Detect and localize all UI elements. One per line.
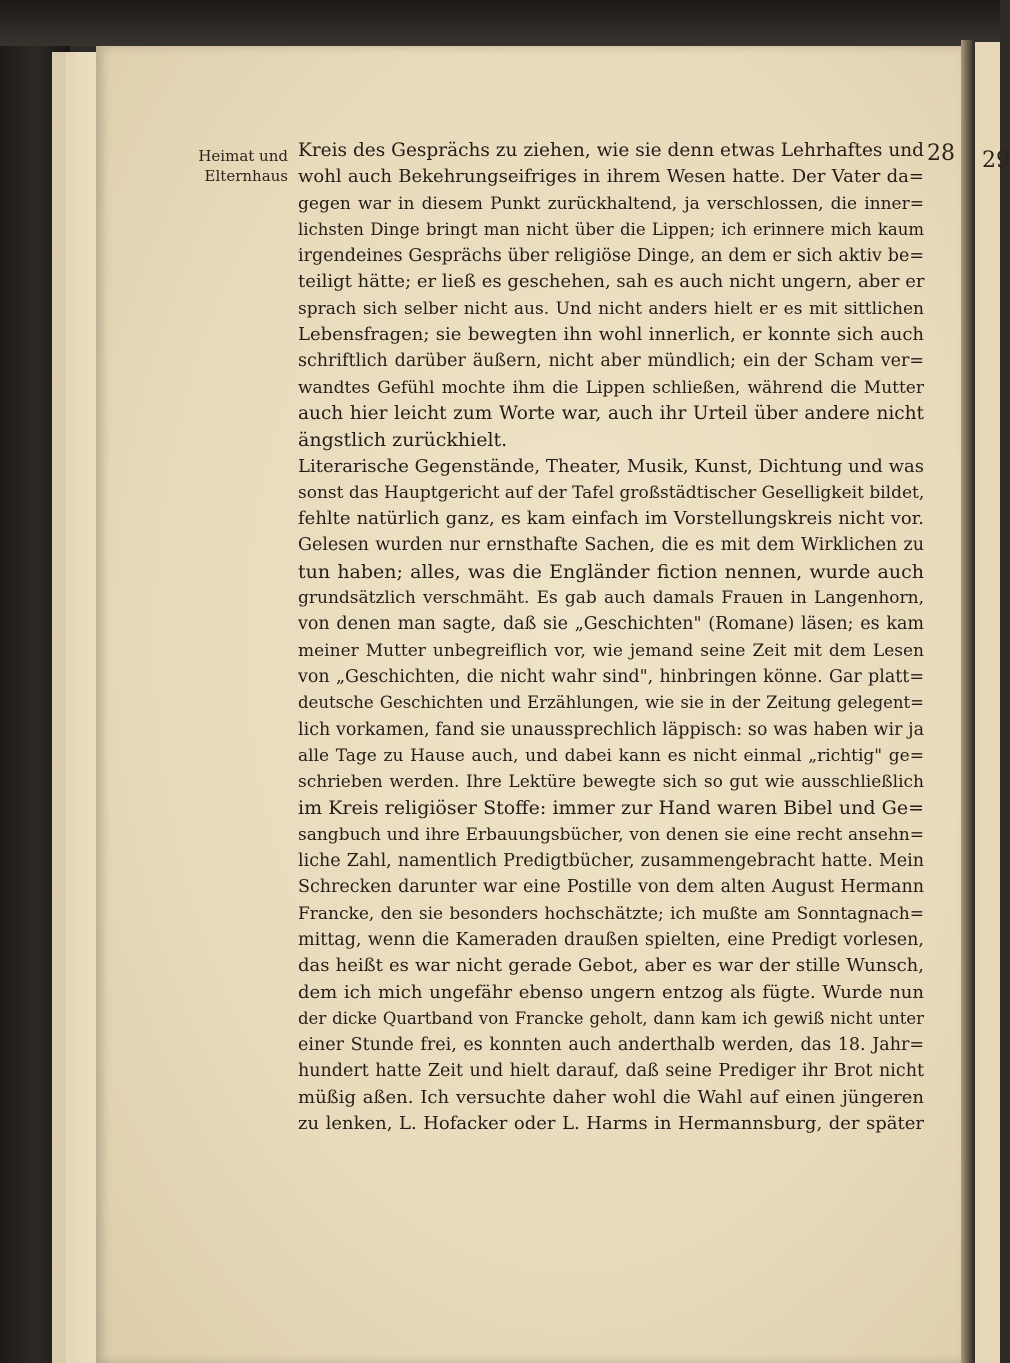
marginal-note-line: Elternhaus bbox=[204, 167, 288, 185]
text-line: zu lenken, L. Hofacker oder L. Harms in Hermannsburg, der später bbox=[298, 1112, 924, 1134]
body-text bbox=[298, 138, 924, 1137]
text-line: Literarische Gegenstände, Theater, Musik, Kunst, Dichtung und was bbox=[298, 455, 924, 477]
text-line: sonst das Hauptgericht auf der Tafel großstädtischer Geselligkeit bildet, bbox=[298, 482, 925, 503]
text-line: von denen man sagte, daß sie „Geschichten" (Romane) läsen; es kam bbox=[298, 614, 924, 635]
text-line: teiligt hätte; er ließ es geschehen, sah es auch nicht ungern, aber er bbox=[298, 271, 925, 293]
text-line: Francke, den sie besonders hochschätzte; ich mußte am Sonntagnach= bbox=[298, 903, 924, 924]
marginal-note bbox=[168, 146, 288, 186]
text-line: dem ich mich ungefähr ebenso ungern entzog als fügte. Wurde nun bbox=[298, 981, 924, 1003]
text-line: irgendeines Gesprächs über religiöse Dinge, an dem er sich aktiv be= bbox=[298, 246, 924, 267]
text-line: fehlte natürlich ganz, es kam einfach im Vorstellungskreis nicht vor. bbox=[298, 508, 924, 530]
text-line: ängstlich zurückhielt. bbox=[298, 429, 508, 452]
text-line: im Kreis religiöser Stoffe: immer zur Hand waren Bibel und Ge= bbox=[298, 797, 924, 820]
page-stack-edge bbox=[52, 52, 67, 1363]
text-line: der dicke Quartband von Francke geholt, dann kam ich gewiß nicht unter bbox=[298, 1008, 924, 1028]
text-line: alle Tage zu Hause auch, und dabei kann es nicht einmal „richtig" ge= bbox=[298, 745, 924, 766]
text-line: schrieben werden. Ihre Lektüre bewegte sich so gut wie ausschließlich bbox=[298, 772, 924, 793]
text-line: Kreis des Gesprächs zu ziehen, wie sie denn etwas Lehrhaftes und bbox=[298, 140, 924, 161]
text-line: einer Stunde frei, es konnten auch anderthalb werden, das 18. Jahr= bbox=[298, 1035, 924, 1056]
text-line: schriftlich darüber äußern, nicht aber mündlich; ein der Scham ver= bbox=[298, 351, 924, 372]
text-line: meiner Mutter unbegreiflich vor, wie jemand seine Zeit mit dem Lesen bbox=[298, 640, 924, 661]
text-line: mittag, wenn die Kameraden draußen spielten, eine Predigt vorlesen, bbox=[298, 929, 924, 950]
text-line: lich vorkamen, fand sie unaussprechlich läppisch: so was haben wir ja bbox=[298, 719, 924, 740]
text-line: gegen war in diesem Punkt zurückhaltend, ja verschlossen, die inner= bbox=[298, 193, 924, 214]
text-line: wohl auch Bekehrungseifriges in ihrem Wesen hatte. Der Vater da= bbox=[298, 166, 924, 188]
text-line: das heißt es war nicht gerade Gebot, aber es war der stille Wunsch, bbox=[298, 955, 924, 977]
text-line: von „Geschichten, die nicht wahr sind", hinbringen könne. Gar platt= bbox=[298, 666, 924, 687]
text-line: liche Zahl, namentlich Predigtbücher, zusammengebracht hatte. Mein bbox=[298, 851, 924, 872]
text-line: Lebensfragen; sie bewegten ihn wohl innerlich, er konnte sich auch bbox=[298, 324, 924, 346]
text-line: lichsten Dinge bringt man nicht über die Lippen; ich erinnere mich kaum bbox=[298, 219, 924, 239]
text-line: müßig aßen. Ich versuchte daher wohl die Wahl auf einen jüngeren bbox=[298, 1086, 924, 1108]
text-line: deutsche Geschichten und Erzählungen, wie sie in der Zeitung gelegent= bbox=[298, 693, 924, 713]
marginal-note-line: Heimat und bbox=[198, 147, 288, 165]
text-line: grundsätzlich verschmäht. Es gab auch damals Frauen in Langenhorn, bbox=[298, 588, 924, 609]
text-line: Gelesen wurden nur ernsthafte Sachen, die es mit dem Wirklichen zu bbox=[298, 535, 924, 556]
text-line: sprach sich selber nicht aus. Und nicht anders hielt er es mit sittlichen bbox=[298, 298, 924, 319]
book-gutter bbox=[961, 40, 975, 1363]
facing-page-number: 29 bbox=[982, 148, 1010, 173]
text-line: Schrecken darunter war eine Postille von dem alten August Hermann bbox=[298, 877, 924, 898]
text-line: tun haben; alles, was die Engländer fiction nennen, wurde auch bbox=[298, 560, 924, 583]
text-line: sangbuch und ihre Erbauungsbücher, von denen sie eine recht ansehn= bbox=[298, 824, 924, 845]
facing-page bbox=[975, 42, 1010, 1363]
text-line: auch hier leicht zum Worte war, auch ihr Urteil über andere nicht bbox=[298, 402, 924, 424]
text-line: wandtes Gefühl mochte ihm die Lippen schließen, während die Mutter bbox=[298, 377, 924, 398]
book-cover-top bbox=[0, 0, 1000, 46]
page-number: 28 bbox=[927, 141, 955, 166]
text-line: hundert hatte Zeit und hielt darauf, daß seine Prediger ihr Brot nicht bbox=[298, 1061, 924, 1082]
